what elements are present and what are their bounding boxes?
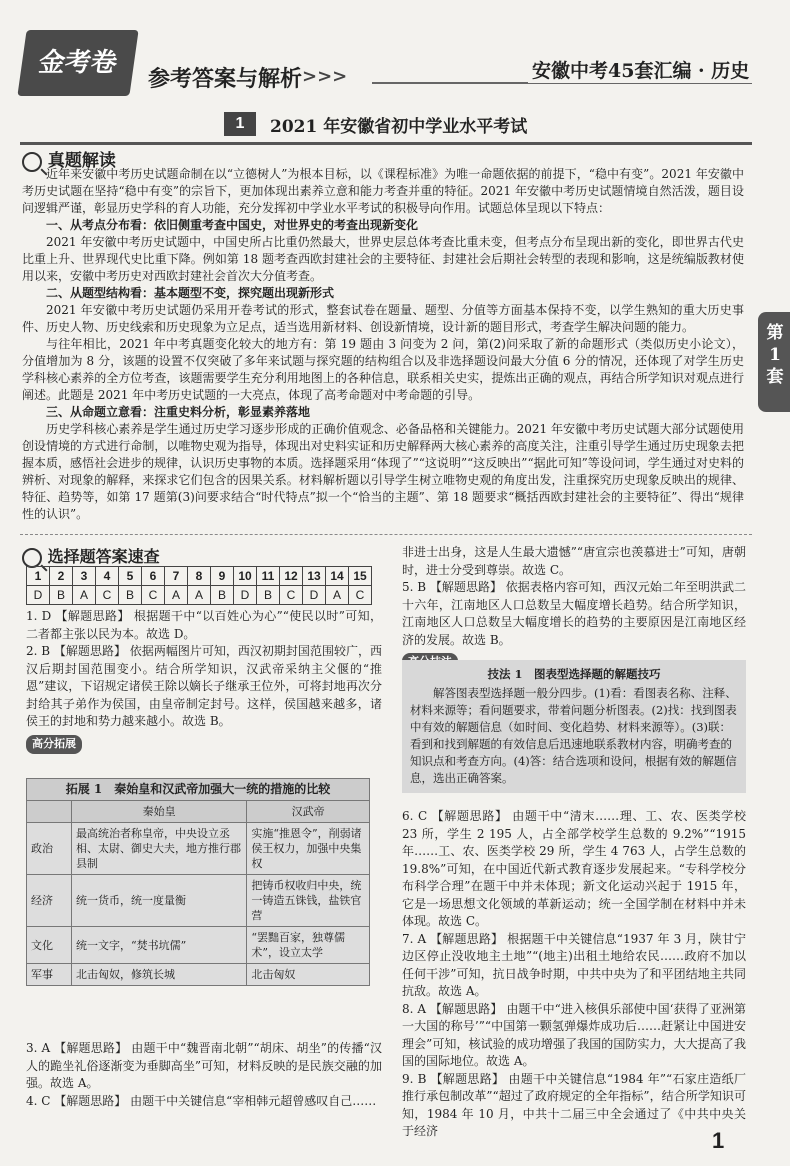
table-cell: 统一文字，“焚书坑儒”: [72, 927, 247, 964]
table-cell: 把铸币权收归中央，统一铸造五铢钱，盐铁官营: [247, 875, 370, 927]
answer-number: 4: [96, 567, 119, 586]
page-number: 1: [712, 1128, 725, 1153]
intro-subheading: 二、从题型结构看：基本题型不变，探究题出现新形式: [46, 286, 335, 300]
intro-subheading: 三、从命题立意看：注重史料分析，彰显素养落地: [46, 405, 311, 419]
table-cell: 北击匈奴，修筑长城: [72, 964, 247, 986]
intro-para: 近年来安徽中考历史试题命制在以“立德树人”为根本目标，以《课程标准》为唯一命题依据的前提下，“稳中有变”。2021 年安徽中考历史试题在坚持“稳中有变”的宗旨下，更加体现出素养立意和能力考查并重的特征。2021 年安徽中考历史试题情境自然活泼，题目设问逻辑严谨，彰显历史学科的育人功能，充分发挥初中学业水平考试的积极导向作用。试题总体呈现以下特点：: [22, 167, 744, 215]
answer-letter: B: [211, 586, 234, 605]
answer-explanation: 3. A 【解题思路】 由题干中“魏晋南北朝”“胡床、胡坐”的传播“汉人的跪坐礼俗逐渐变为垂脚高坐”可知，材料反映的是民族交融的加强。故选 A。: [26, 1041, 382, 1090]
answer-number: 1: [27, 567, 50, 586]
table-row: [27, 927, 370, 964]
answer-letter: A: [165, 586, 188, 605]
extension-badge: 高分拓展: [26, 735, 82, 755]
answer-number: 7: [165, 567, 188, 586]
table-header: [27, 801, 72, 823]
comparison-table: [26, 778, 370, 986]
answer-number: 9: [211, 567, 234, 586]
table-cell: 文化: [27, 927, 72, 964]
answer-letter: B: [119, 586, 142, 605]
answer-explanation: 1. D 【解题思路】 根据题干中“以百姓心为心”“使民以时”可知，二者都主张以民为本。故选 D。: [26, 609, 382, 641]
answer-number: 14: [326, 567, 349, 586]
intro-para: 历史学科核心素养是学生通过历史学习逐步形成的正确价值观念、必备品格和关键能力。2021 年安徽中考历史试题大部分试题使用创设情境的方式进行命制，以唯物史观为指导，体现出对史料实证和历史解释两大核心素养的高度关注，注重引导学生通过历史现象去把握本质，感悟社会进步的规律，认识历史事物的本质。选择题采用“体现了”“这说明”“这反映出”“据此可知”等设问词，学生通过对史料的辨析、对现象的解释，来探求它们包含的因果关系。材料解析题以引导学生树立唯物史观的角度出发，注重探究历史现象反映出的规律、特征、趋势等，如第 17 题第(3)问要求结合“时代特点”拟一个“恰当的主题”、第 18 题要求“概括西欧封建社会的主要特征”、得出“规律性的认识”。: [22, 422, 744, 521]
left-column-bottom: [26, 1040, 382, 1110]
answer-letter: C: [142, 586, 165, 605]
intro-para: 2021 年安徽中考历史试题中，中国史所占比重仍然最大，世界史层总体考查比重未变，但考点分布呈现出新的变化，即世界古代史比重上升、世界现代史比重下降。例如第 18 题考查西欧封建社会的主要特征、封建社会后期社会转型的表现和影响，这是统编版教材使用以来，安徽中考历史对西欧封建社会首次大分值考查。: [22, 235, 744, 283]
answer-letter: D: [234, 586, 257, 605]
answer-explanation: 8. A 【解题思路】 由题干中“进入核俱乐部使中国‘获得了亚洲第一大国的称号’”“中国第一颗氢弹爆炸成功后……赶紧让中国进安理会”可知，核试验的成功增强了我国的国防实力，大大提高了我国的国际地位。故选 A。: [402, 1001, 746, 1068]
table-cell: 政治: [27, 823, 72, 875]
table-header: 秦始皇: [72, 801, 247, 823]
intro-body: [22, 166, 744, 523]
series-title: 安徽中考45套汇编 · 历史: [528, 56, 753, 83]
intro-heading-text: 真题解读: [47, 151, 116, 171]
answer-letter: B: [257, 586, 280, 605]
set-tab-line: 第: [766, 323, 784, 343]
answer-number: 2: [50, 567, 73, 586]
answer-explanation: 非进士出身，这是人生最大遗憾”“唐宣宗也羡慕进士”可知，唐朝时，进士分受到尊崇。故选 C。: [402, 545, 746, 577]
answer-number: 12: [280, 567, 303, 586]
answer-letter: D: [303, 586, 326, 605]
answer-number: 6: [142, 567, 165, 586]
technique-body: 解答图表型选择题一般分四步。(1)看：看图表名称、注释、材料来源等；看问题要求，带着问题分析图表。(2)找：找到图表中有效的解题信息（如时间、变化趋势、材料来源等）。(3)联：看到和找到解题的有效信息后迅速地联系教材内容，明确考查的知识点和考查方向。(4)答：结合选项和设问，根据有效的解题信息，选出正确答案。: [410, 686, 737, 785]
answer-letter: A: [326, 586, 349, 605]
table-header: 汉武帝: [247, 801, 370, 823]
set-tab-line: 1: [769, 345, 781, 365]
right-column-top: [402, 544, 746, 673]
answer-letter: D: [27, 586, 50, 605]
answer-explanation: 7. A 【解题思路】 根据题干中关键信息“1937 年 3 月，陕甘宁边区停止没收地主土地”“(地主)出租土地给农民……政府不加以任何干涉”可知，抗日战争时期，中共中央为了和平团结地主共同抗敌。故选 A。: [402, 931, 746, 998]
answer-number: 10: [234, 567, 257, 586]
answer-explanation: 4. C 【解题思路】 由题干中关键信息“宰相韩元超曾感叹自己……: [26, 1093, 377, 1108]
table-cell: 最高统治者称皇帝，中央设立丞相、太尉、御史大夫，地方推行郡县制: [72, 823, 247, 875]
answer-number: 5: [119, 567, 142, 586]
answers-heading: [22, 544, 160, 568]
table-row: [27, 823, 370, 875]
table-row: [27, 875, 370, 927]
answer-letter: B: [50, 586, 73, 605]
intro-subheading: 一、从考点分布看：依旧侧重考查中国史，对世界史的考查出现新变化: [46, 218, 419, 232]
answers-heading-text: 选择题答案速查: [47, 547, 160, 566]
magnifier-icon: [22, 548, 42, 568]
title-arrows: >>>: [302, 66, 348, 87]
answer-number: 3: [73, 567, 96, 586]
answer-number: 8: [188, 567, 211, 586]
table-cell: 经济: [27, 875, 72, 927]
page-title: 参考答案与解析: [148, 66, 303, 92]
table-caption: 拓展 1 秦始皇和汉武帝加强大一统的措施的比较: [27, 779, 370, 801]
intro-para: 与往年相比，2021 年中考真题变化较大的地方有：第 19 题由 3 问变为 2 问，第(2)问采取了新的命题形式（类似历史小论文），分值增加为 8 分，该题的设置不仅突破了多年来试题与探究题的结构组合以及非选择题设问最大分值 6 分的情况，还体现了对学生历史学科核心素养的全方位考查，该题需要学生充分利用地图上的各种信息，联系相关史实，提炼出正确的观点，再结合所学知识对观点进行阐述。此题是 2021 年中考历史试题的一大亮点，体现了高考命题对中考命题的引导。: [22, 337, 744, 402]
table-cell: 北击匈奴: [247, 964, 370, 986]
divider: [20, 534, 752, 535]
right-column-bottom: [402, 808, 746, 1141]
left-column-top: [26, 608, 382, 754]
table-cell: “罢黜百家，独尊儒术”，设立太学: [247, 927, 370, 964]
section-number: 1: [224, 112, 256, 136]
answer-explanation: 6. C 【解题思路】 由题干中“清末……理、工、农、医类学校 23 所，学生 2 195 人，占全部学校学生总数的 9.2%”“1915 年……工、农、医类学校 29 所，学生 4 763 人，占学生总数的 19.8%”可知，在中国近代新式教育逐步发展起来。“专科学校分布科学合理”在题干中并未体现；新文化运动兴起于 1915 年，它是一场思想文化领域的革新运动；统一全国学制在材料中并未体现。故选 C。: [402, 809, 746, 928]
answer-number: 15: [349, 567, 372, 586]
set-tab-line: 套: [766, 367, 784, 387]
section-rule: [20, 142, 752, 145]
answer-explanation: 5. B 【解题思路】 依据表格内容可知，西汉元始二年至明洪武二十六年，江南地区人口总数呈大幅度增长趋势。结合所学知识，江南地区人口总数呈大幅度增长的趋势的主要原因是江南地区经济的发展。故选 B。: [402, 580, 746, 647]
technique-title: 技法 1 图表型选择题的解题技巧: [487, 667, 661, 681]
answer-letter: C: [349, 586, 372, 605]
brand-logo: 金考卷: [17, 30, 138, 96]
answer-letter: A: [73, 586, 96, 605]
answer-key-table: [26, 566, 372, 605]
table-cell: 统一货币，统一度量衡: [72, 875, 247, 927]
technique-box: [402, 660, 746, 793]
table-row: [27, 964, 370, 986]
answer-letter: C: [280, 586, 303, 605]
answer-number: 11: [257, 567, 280, 586]
set-tab: [758, 312, 790, 412]
answer-explanation: 9. B 【解题思路】 由题干中关键信息“1984 年”“石家庄造纸厂推行承包制改革”“超过了政府规定的全年指标”，结合所学知识可知，1984 年 10 月，中共十二届三中全会通过了《中共中央关于经济: [402, 1071, 746, 1138]
intro-para: 2021 年安徽中考历史试题仍采用开卷考试的形式，整套试卷在题量、题型、分值等方面基本保持不变，以学生熟知的重大历史事件、历史人物、历史线索和历史现象为立足点，适当选用新材料、创设新情境，设计新的题目形式，考查学生解决问题的能力。: [22, 303, 744, 334]
answer-explanation: 2. B 【解题思路】 依据两幅图片可知，西汉初期封国范围较广，西汉后期封国范围变小。结合所学知识，汉武帝采纳主父偃的“推恩”建议，下诏规定诸侯王除以嫡长子继承王位外，可将封地再次分封给其子弟作为侯国，由皇帝制定封号。这样，侯国越来越多，诸侯王的封地和势力越来越小。故选 B。: [26, 644, 382, 728]
table-cell: 军事: [27, 964, 72, 986]
answer-letter: C: [96, 586, 119, 605]
answer-letter: A: [188, 586, 211, 605]
answer-number: 13: [303, 567, 326, 586]
section-title: 2021 年安徽省初中学业水平考试: [270, 117, 528, 137]
table-cell: 实施“推恩令”，削弱诸侯王权力，加强中央集权: [247, 823, 370, 875]
